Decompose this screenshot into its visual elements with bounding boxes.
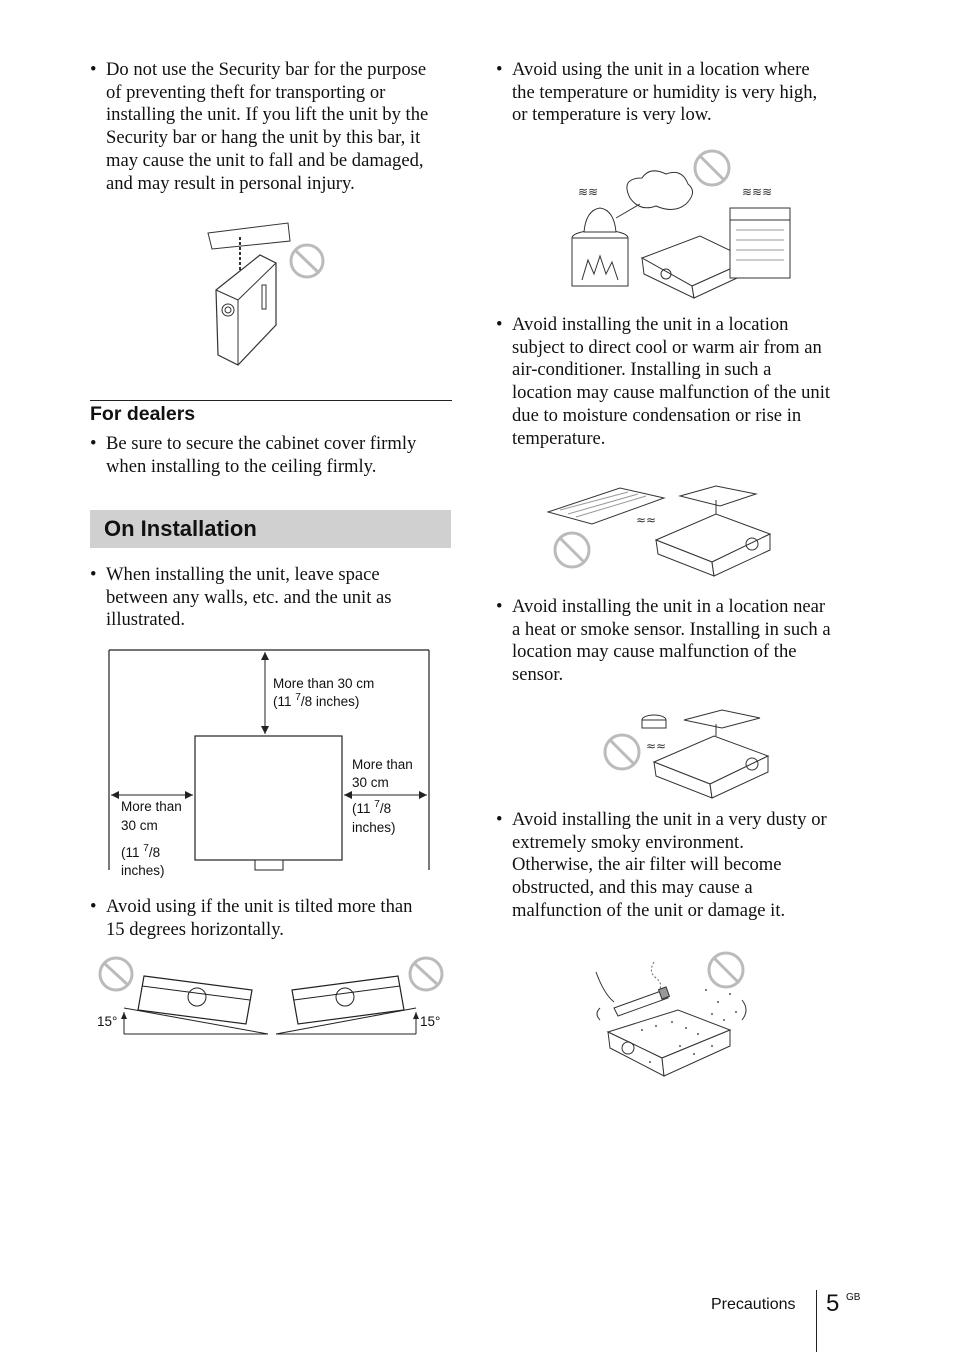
prohibited-icon [410, 958, 442, 990]
svg-text:≋≋: ≋≋ [578, 185, 599, 199]
tilt-illustration [94, 952, 454, 1042]
left-clearance-inches: (11 $^7$/8 [121, 843, 161, 860]
page-number: 5 [826, 1290, 840, 1317]
top-clearance-label: More than 30 cm [273, 676, 375, 691]
top-clearance-inches: (11 $^7$/8 inches) [273, 692, 360, 709]
dealers-note: • Be sure to secure the cabinet cover firmly when installing to the ceiling firmly. [90, 433, 417, 477]
prohibited-icon [291, 245, 323, 277]
temperature-warning: • Avoid using the unit in a location where the temperature or humidity is very high, or temperature is very low. [496, 59, 818, 126]
sensor-warning: • Avoid installing the unit in a location near a heat or smoke sensor. Installing in such a location may cause malfunction of the sensor. [496, 596, 831, 686]
tilt-left-label: 15° [97, 1014, 118, 1029]
svg-text:≈≈: ≈≈ [646, 739, 667, 753]
svg-text:inches): inches) [352, 820, 396, 835]
footer-section-name: Precautions [711, 1296, 796, 1313]
air-conditioner-illustration [546, 484, 776, 578]
prohibited-icon [695, 151, 729, 185]
right-clearance-label: More than [352, 757, 413, 772]
svg-text:≈≈: ≈≈ [636, 513, 657, 527]
prohibited-icon [555, 533, 589, 567]
prohibited-icon [100, 958, 132, 990]
on-installation-heading: On Installation [90, 510, 451, 548]
svg-text:inches): inches) [121, 863, 165, 878]
clearance-diagram [108, 650, 430, 878]
for-dealers-heading: For dealers [90, 400, 452, 426]
right-clearance-inches: (11 $^7$/8 [352, 799, 392, 816]
temperature-illustration [570, 148, 800, 300]
security-bar-warning: • Do not use the Security bar for the purpose of preventing theft for transporting or installing the unit. If you lift the unit by the Security bar or hang the unit by this bar, it may cause the unit to fall and be damaged, and may result in personal injury. [90, 59, 429, 194]
installation-space-note: • When installing the unit, leave space between any walls, etc. and the unit as illustrated. [90, 564, 392, 631]
prohibited-icon [709, 953, 743, 987]
left-clearance-label: More than [121, 799, 182, 814]
dust-smoke-warning: • Avoid installing the unit in a very dusty or extremely smoky environment. Otherwise, the air filter will become obstructed, and this may cause a malfunction of the unit or damage it. [496, 809, 827, 921]
dust-smoke-illustration [594, 950, 754, 1084]
footer-divider [816, 1290, 817, 1352]
hanging-projector-illustration [198, 215, 348, 375]
svg-text:30 cm: 30 cm [121, 818, 158, 833]
tilt-warning: • Avoid using if the unit is tilted more than 15 degrees horizontally. [90, 896, 413, 940]
svg-text:≋≋≋: ≋≋≋ [742, 185, 773, 199]
air-conditioner-warning: • Avoid installing the unit in a location subject to direct cool or warm air from an air-conditioner. Installing in such a location may cause malfunction of the unit due to moisture condensation or rise in temperature. [496, 314, 831, 449]
tilt-right-label: 15° [420, 1014, 441, 1029]
region-code: GB [846, 1292, 861, 1303]
sensor-illustration [602, 706, 777, 800]
prohibited-icon [605, 735, 639, 769]
svg-text:30 cm: 30 cm [352, 775, 389, 790]
